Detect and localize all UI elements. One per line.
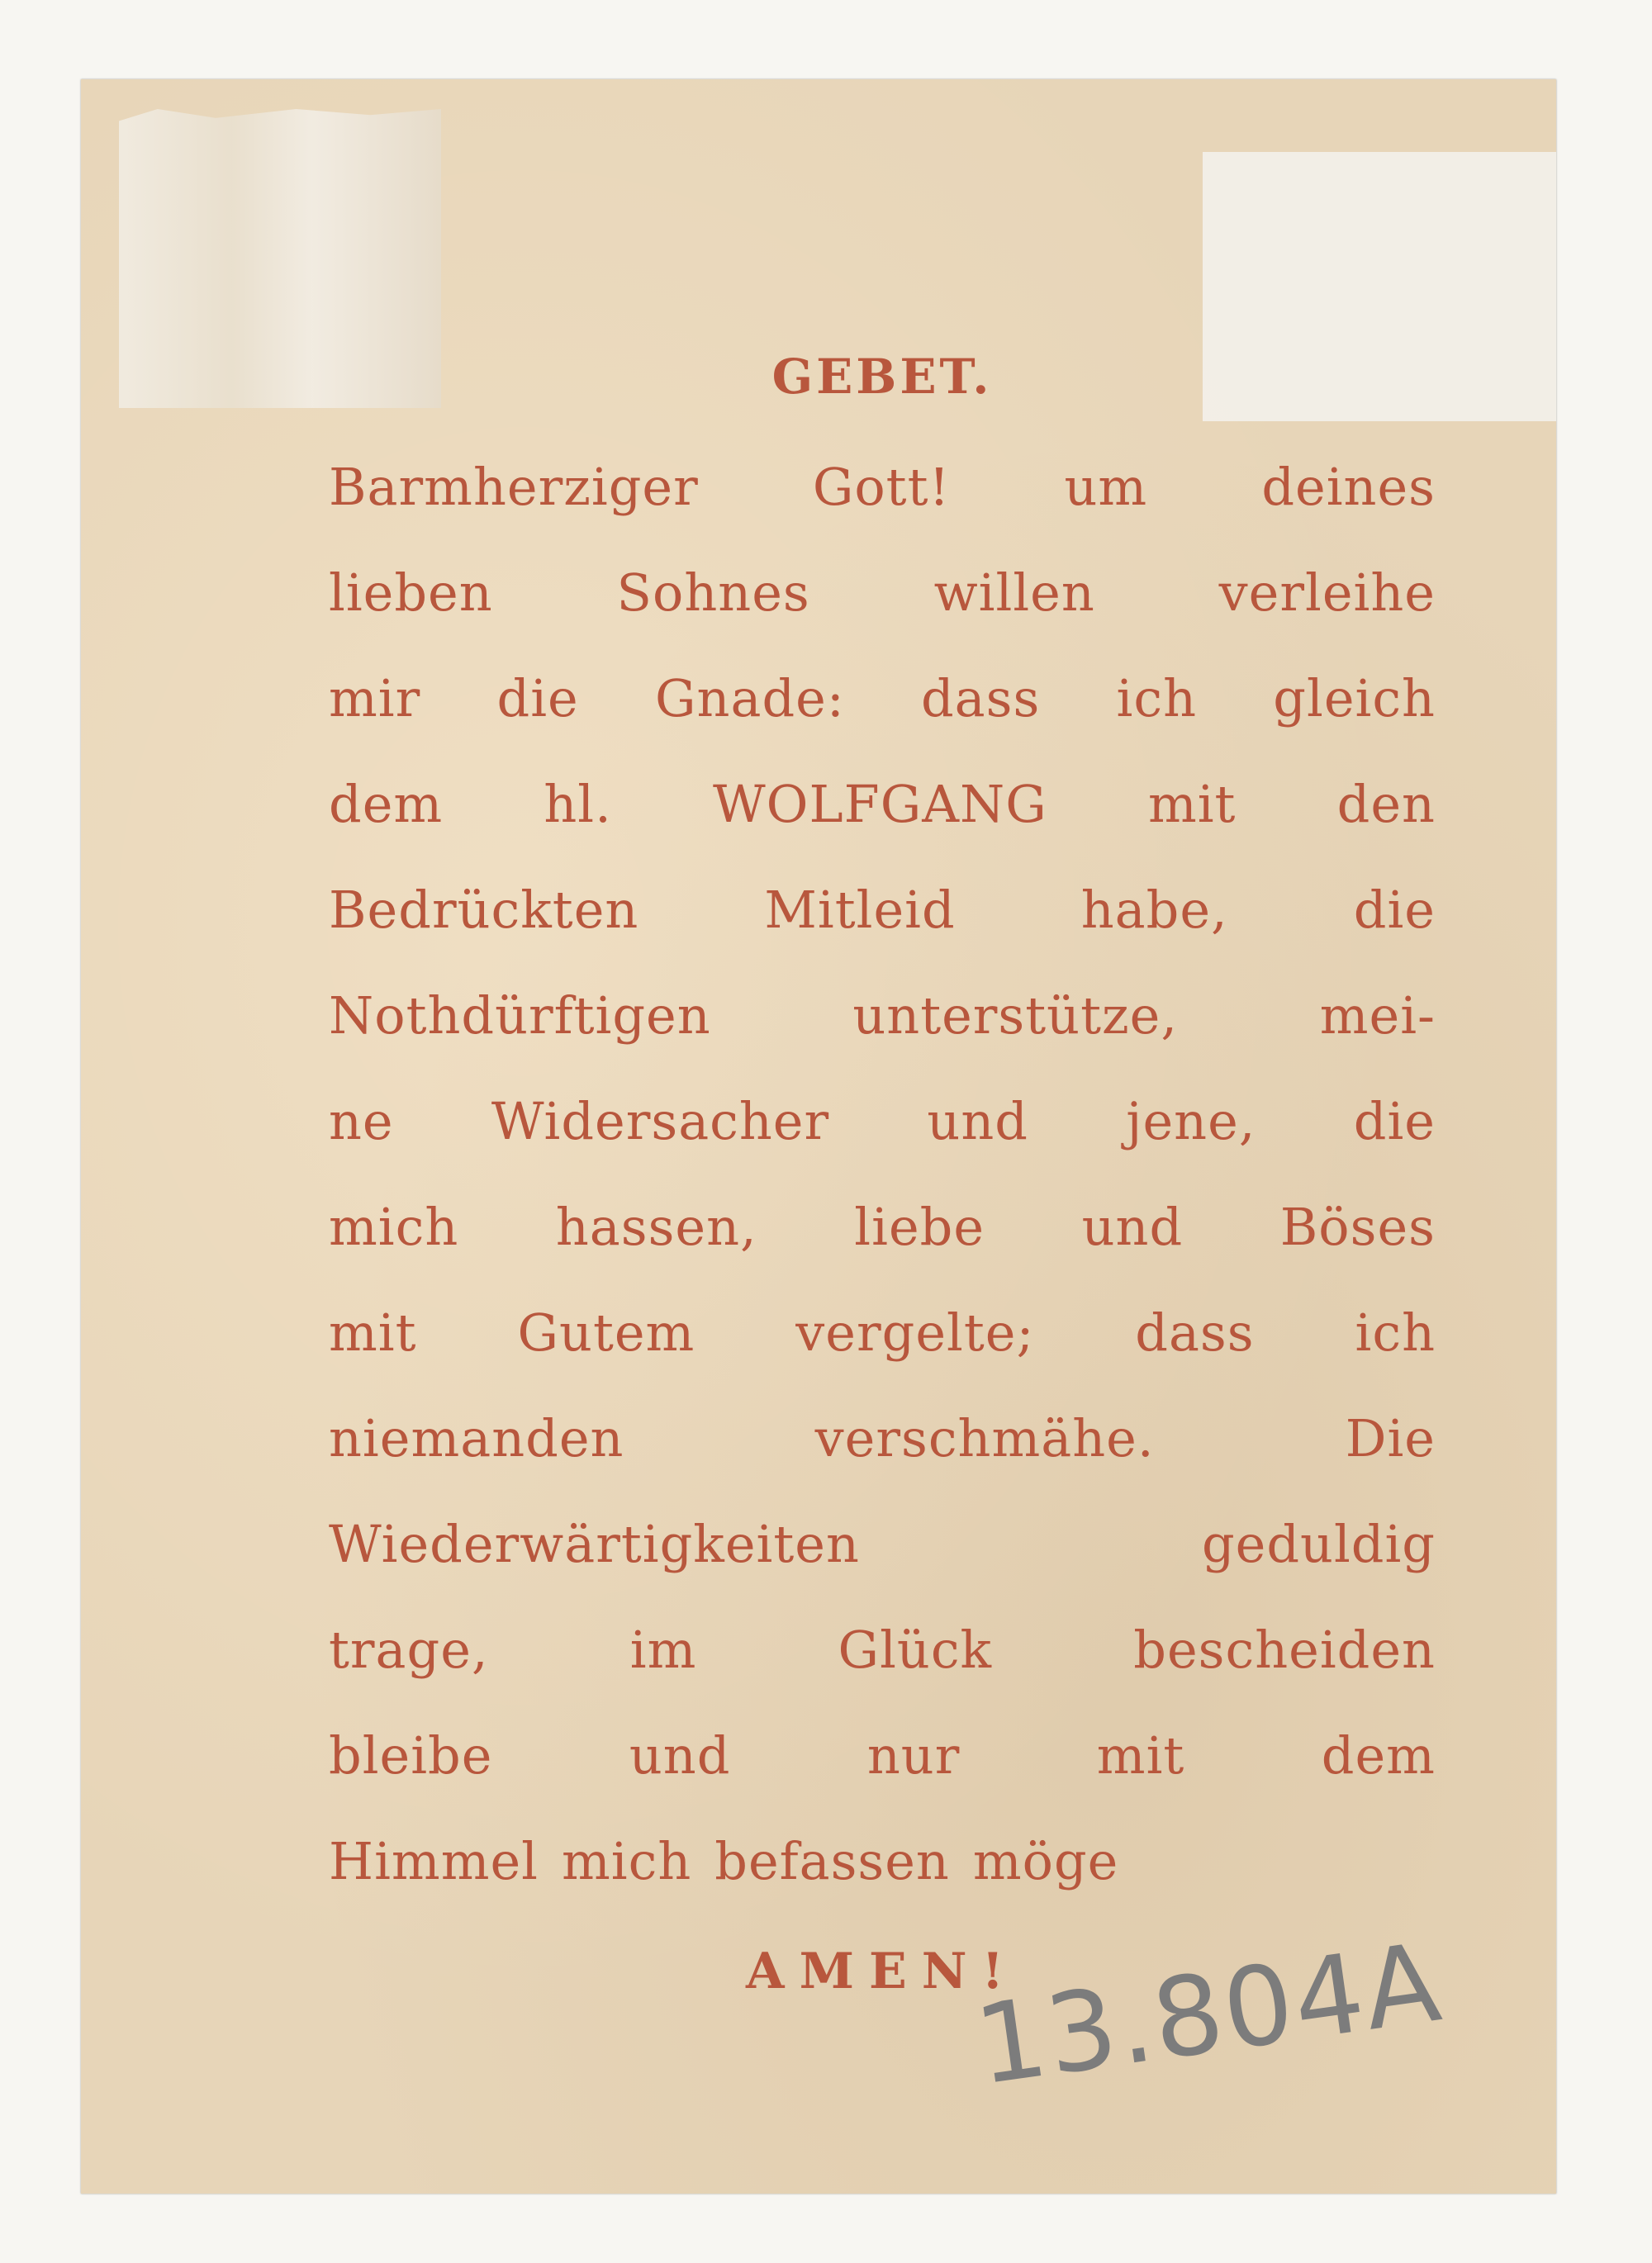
prayer-word: dass — [920, 668, 1041, 728]
prayer-line — [329, 1703, 1436, 1809]
prayer-line — [329, 1597, 1436, 1703]
prayer-word: habe, — [1080, 880, 1228, 940]
prayer-word: trage, — [329, 1620, 489, 1680]
prayer-word: willen — [933, 562, 1095, 623]
prayer-line — [329, 752, 1436, 857]
prayer-word: lieben — [329, 562, 493, 623]
prayer-word: möge — [972, 1831, 1119, 1891]
prayer-word: und — [1081, 1197, 1184, 1257]
prayer-line — [329, 1174, 1436, 1280]
prayer-word: mit — [329, 1302, 417, 1363]
prayer-word: dem — [1321, 1725, 1436, 1786]
prayer-word: mich — [329, 1197, 459, 1257]
prayer-word: nur — [866, 1725, 961, 1786]
prayer-word: verschmähe. — [814, 1408, 1155, 1468]
prayer-line — [329, 1386, 1436, 1492]
prayer-word: mit — [1147, 774, 1237, 834]
prayer-word: bescheiden — [1133, 1620, 1436, 1680]
prayer-word: mit — [1096, 1725, 1185, 1786]
prayer-word: WOLFGANG — [712, 774, 1047, 834]
prayer-word: Nothdürftigen — [329, 985, 711, 1046]
inventory-number: 13.804A — [968, 1919, 1450, 2110]
prayer-word: gleich — [1273, 668, 1436, 728]
prayer-word: hassen, — [555, 1197, 757, 1257]
prayer-word: Böses — [1279, 1197, 1436, 1257]
prayer-word: im — [629, 1620, 697, 1680]
prayer-word: dass — [1135, 1302, 1255, 1363]
prayer-word: bleibe — [329, 1725, 493, 1786]
prayer-word: verleihe — [1218, 562, 1436, 623]
prayer-word: vergelte; — [795, 1302, 1035, 1363]
prayer-word: unterstütze, — [852, 985, 1179, 1046]
prayer-word: mei- — [1319, 985, 1436, 1046]
prayer-line — [329, 540, 1436, 646]
prayer-word: die — [496, 668, 579, 728]
prayer-word: hl. — [544, 774, 612, 834]
prayer-word: Die — [1345, 1408, 1436, 1468]
prayer-word: Glück — [838, 1620, 993, 1680]
prayer-word: Gnade: — [655, 668, 845, 728]
prayer-line — [329, 857, 1436, 963]
prayer-line — [329, 1492, 1436, 1597]
prayer-word: jene, — [1126, 1091, 1256, 1151]
prayer-word: Himmel — [329, 1831, 539, 1891]
prayer-line — [329, 1280, 1436, 1386]
prayer-card — [81, 79, 1556, 2194]
prayer-word: deines — [1261, 457, 1436, 517]
prayer-word: dem — [329, 774, 444, 834]
prayer-word: Mitleid — [764, 880, 956, 940]
prayer-word: liebe — [854, 1197, 985, 1257]
prayer-line — [329, 1069, 1436, 1174]
prayer-word: mich — [562, 1831, 692, 1891]
prayer-word: ne — [329, 1091, 394, 1151]
prayer-closing: AMEN! — [746, 1943, 1018, 2000]
prayer-word: Gott! — [812, 457, 951, 517]
prayer-word: ich — [1355, 1302, 1436, 1363]
prayer-word: geduldig — [1201, 1514, 1436, 1574]
prayer-word: Widersacher — [491, 1091, 830, 1151]
prayer-word: Bedrückten — [329, 880, 639, 940]
prayer-word: Sohnes — [616, 562, 810, 623]
prayer-word: ich — [1116, 668, 1198, 728]
prayer-line — [329, 646, 1436, 752]
prayer-line — [329, 963, 1436, 1069]
prayer-title: GEBET. — [771, 349, 993, 405]
prayer-word: die — [1353, 1091, 1436, 1151]
prayer-word: Barmherziger — [329, 457, 699, 517]
prayer-word: den — [1336, 774, 1436, 834]
prayer-word: befassen — [714, 1831, 950, 1891]
prayer-word: die — [1353, 880, 1436, 940]
prayer-word: und — [927, 1091, 1028, 1151]
prayer-word: Gutem — [517, 1302, 695, 1363]
prayer-line — [329, 434, 1436, 540]
prayer-text — [329, 344, 1436, 2017]
prayer-word: mir — [329, 668, 421, 728]
prayer-word: und — [629, 1725, 731, 1786]
prayer-line — [329, 1809, 1436, 1914]
prayer-body — [329, 434, 1436, 1914]
prayer-word: Wiederwärtigkeiten — [329, 1514, 860, 1574]
prayer-word: um — [1064, 457, 1148, 517]
prayer-word: niemanden — [329, 1408, 624, 1468]
